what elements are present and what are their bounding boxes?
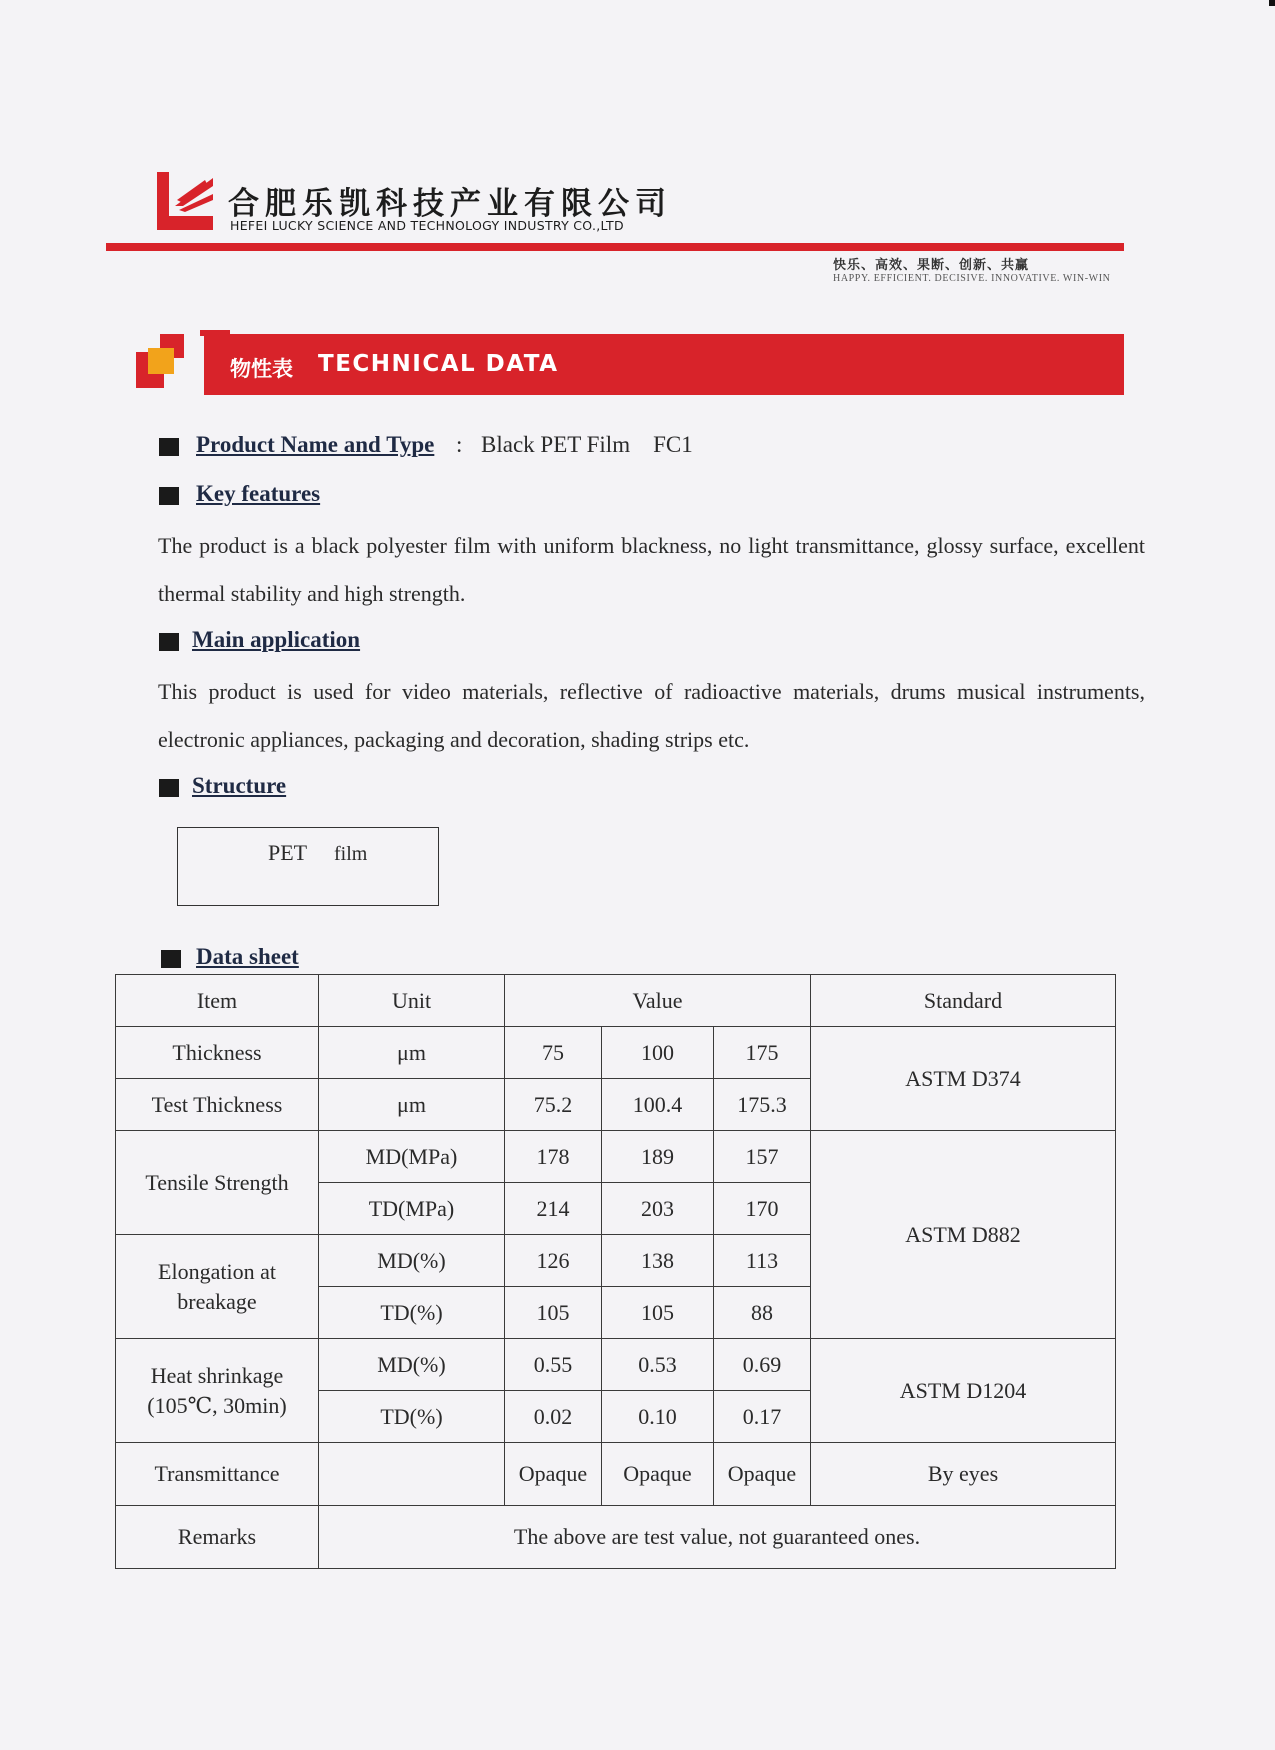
- header-value: Value: [505, 975, 811, 1027]
- value-cell: Opaque: [602, 1443, 714, 1506]
- header-divider: [106, 243, 1124, 251]
- structure-layer-sublabel: film: [334, 843, 368, 865]
- application-text: This product is used for video materials, reflective of radioactive materials, drums musical instruments, electronic appliances, packaging and decoration, shading strips etc.: [158, 679, 1145, 752]
- banner-title-chinese: 物性表: [230, 357, 293, 381]
- row-unit: μm: [319, 1079, 505, 1131]
- value-cell: 0.02: [505, 1391, 602, 1443]
- data-sheet-table: [115, 974, 1116, 1569]
- features-text: The product is a black polyester film with uniform blackness, no light transmittance, glossy surface, excellent thermal stability and high strength.: [158, 533, 1145, 606]
- application-heading: Main application: [192, 627, 361, 652]
- row-label-line: (105℃, 30min): [147, 1392, 287, 1418]
- row-label: [116, 1339, 319, 1443]
- value-cell: 175: [714, 1027, 811, 1079]
- row-unit: TD(%): [319, 1391, 505, 1443]
- value-cell: 203: [602, 1183, 714, 1235]
- datasheet-heading: Data sheet: [196, 944, 299, 969]
- row-label-line: Heat shrinkage: [150, 1362, 284, 1388]
- value-cell: 157: [714, 1131, 811, 1183]
- header-standard: Standard: [811, 975, 1116, 1027]
- row-label: Elongation at breakage: [116, 1235, 319, 1339]
- value-cell: 0.10: [602, 1391, 714, 1443]
- standard-cell: ASTM D1204: [811, 1339, 1116, 1443]
- remarks-text: The above are test value, not guaranteed ones.: [319, 1506, 1116, 1569]
- value-cell: Opaque: [505, 1443, 602, 1506]
- structure-heading: Structure: [192, 773, 287, 798]
- banner-decoration: [148, 348, 174, 374]
- value-cell: 0.53: [602, 1339, 714, 1391]
- value-cell: Opaque: [714, 1443, 811, 1506]
- row-unit: TD(MPa): [319, 1183, 505, 1235]
- value-cell: 175.3: [714, 1079, 811, 1131]
- value-cell: 75: [505, 1027, 602, 1079]
- table-row: [116, 1131, 1116, 1183]
- header-unit: Unit: [319, 975, 505, 1027]
- row-unit: [319, 1443, 505, 1506]
- standard-cell: ASTM D374: [811, 1027, 1116, 1131]
- row-label: Test Thickness: [116, 1079, 319, 1131]
- row-label: Tensile Strength: [116, 1131, 319, 1235]
- value-cell: 0.55: [505, 1339, 602, 1391]
- slogan-english: HAPPY. EFFICIENT. DECISIVE. INNOVATIVE. WIN-WIN: [833, 273, 1111, 284]
- value-cell: 100: [602, 1027, 714, 1079]
- page-edge-mark: [1269, 0, 1275, 6]
- bullet-square-icon: [159, 633, 179, 651]
- row-label: Thickness: [116, 1027, 319, 1079]
- slogan-chinese: 快乐、高效、果断、创新、共赢: [833, 258, 1030, 273]
- table-header-row: [116, 975, 1116, 1027]
- row-unit: μm: [319, 1027, 505, 1079]
- row-unit: MD(MPa): [319, 1131, 505, 1183]
- row-unit: TD(%): [319, 1287, 505, 1339]
- table-row: [116, 1443, 1116, 1506]
- value-cell: 100.4: [602, 1079, 714, 1131]
- table-row: [116, 1506, 1116, 1569]
- banner-title-english: TECHNICAL DATA: [318, 351, 559, 377]
- product-heading: Product Name and Type: [196, 432, 435, 457]
- value-cell: 0.69: [714, 1339, 811, 1391]
- standard-cell: By eyes: [811, 1443, 1116, 1506]
- structure-layer-box: [177, 827, 439, 906]
- value-cell: 0.17: [714, 1391, 811, 1443]
- value-cell: 189: [602, 1131, 714, 1183]
- value-cell: 105: [505, 1287, 602, 1339]
- lucky-logo-icon: [155, 170, 217, 232]
- row-label: Transmittance: [116, 1443, 319, 1506]
- product-separator: :: [456, 432, 463, 457]
- value-cell: 75.2: [505, 1079, 602, 1131]
- row-label: Remarks: [116, 1506, 319, 1569]
- value-cell: 126: [505, 1235, 602, 1287]
- features-heading: Key features: [196, 481, 321, 506]
- table-row: [116, 1339, 1116, 1391]
- value-cell: 105: [602, 1287, 714, 1339]
- row-unit: MD(%): [319, 1339, 505, 1391]
- table-row: [116, 1027, 1116, 1079]
- bullet-square-icon: [159, 438, 179, 456]
- value-cell: 178: [505, 1131, 602, 1183]
- value-cell: 138: [602, 1235, 714, 1287]
- value-cell: 170: [714, 1183, 811, 1235]
- product-value: Black PET Film FC1: [481, 432, 693, 457]
- bullet-square-icon: [159, 779, 179, 797]
- company-name-english: HEFEI LUCKY SCIENCE AND TECHNOLOGY INDUSTRY CO.,LTD: [230, 218, 624, 233]
- structure-layer-label: PET: [268, 840, 308, 865]
- header-item: Item: [116, 975, 319, 1027]
- bullet-square-icon: [159, 487, 179, 505]
- standard-cell: ASTM D882: [811, 1131, 1116, 1339]
- company-name-chinese: 合肥乐凯科技产业有限公司: [228, 186, 672, 222]
- value-cell: 113: [714, 1235, 811, 1287]
- bullet-square-icon: [161, 950, 181, 968]
- row-unit: MD(%): [319, 1235, 505, 1287]
- value-cell: 88: [714, 1287, 811, 1339]
- value-cell: 214: [505, 1183, 602, 1235]
